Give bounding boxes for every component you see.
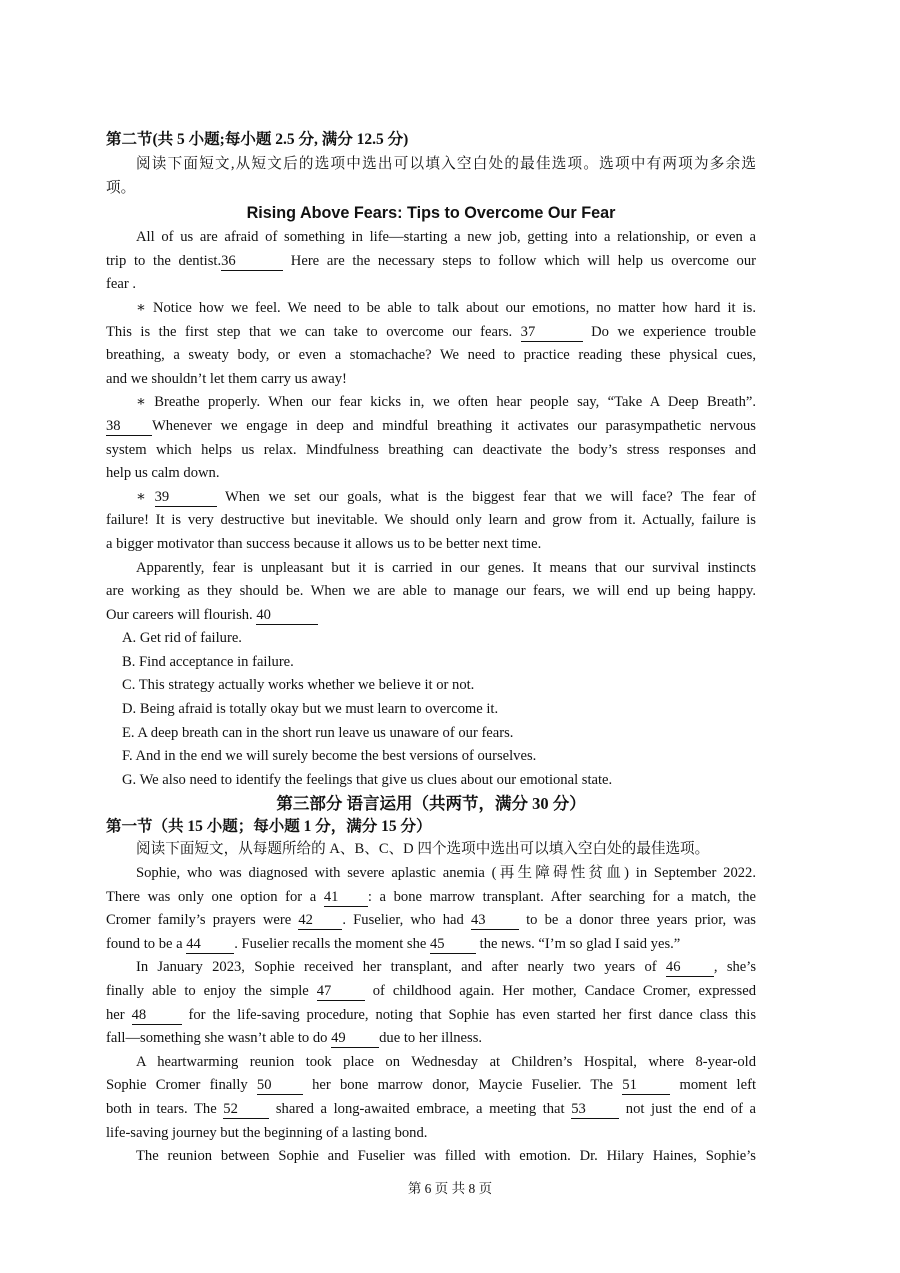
page-number: 第 6 页 共 8 页	[407, 1181, 493, 1196]
cloze-p1-line3: Cromer family’s prayers were 42 . Fuselier, who had 43 to be a donor three years prior, was	[106, 912, 756, 929]
blank-37: 37	[521, 324, 583, 342]
passage-p1-line3: fear .	[106, 276, 136, 293]
blank-41: 41	[324, 889, 368, 907]
cloze-p2-line2: finally able to enjoy the simple 47 of childhood again. Her mother, Candace Cromer, expressed	[106, 983, 756, 999]
option-a: A. Get rid of failure.	[122, 630, 242, 647]
cloze-p1-line4: found to be a 44 . Fuselier recalls the moment she 45 the news. “I’m so glad I said yes.”	[106, 935, 681, 952]
option-e: E. A deep breath can in the short run leave us unaware of our fears.	[122, 724, 514, 741]
blank-47: 47	[317, 983, 365, 1001]
option-g: G. We also need to identify the feelings that give us clues about our emotional state.	[122, 771, 613, 788]
passage-p2-line4: and we shouldn’t let them carry us away!	[106, 370, 347, 387]
passage-p2: ∗ Notice how we feel. We need to be able to talk about our emotions, no matter how hard it is.	[136, 299, 756, 316]
part3-instruction: 阅读下面短文，从每题所给的 A、B、C、D 四个选项中选出可以填入空白处的最佳选项。	[136, 841, 710, 858]
blank-42: 42	[298, 912, 342, 930]
blank-52: 52	[223, 1101, 269, 1119]
option-d: D. Being afraid is totally okay but we must learn to overcome it.	[122, 701, 499, 718]
passage-p5-line3: Our careers will flourish. 40	[106, 604, 756, 628]
passage-p5-line2: are working as they should be. When we are able to manage our fears, we will end up being happy.	[106, 583, 756, 600]
passage-p5: Apparently, fear is unpleasant but it is carried in our genes. It means that our survival instincts	[136, 559, 756, 576]
option-c: C. This strategy actually works whether we believe it or not.	[122, 677, 475, 694]
passage-p1: All of us are afraid of something in life—starting a new job, getting into a relationship, or even a	[136, 229, 756, 246]
blank-38: 38	[106, 418, 152, 436]
section2-heading: 第二节(共 5 小题;每小题 2.5 分, 满分 12.5 分)	[106, 131, 409, 148]
section2-instruction-cont: 项。	[106, 179, 136, 196]
cloze-p3-line4: life-saving journey but the beginning of a lasting bond.	[106, 1124, 428, 1141]
cloze-p1-line2: There was only one option for a 41 : a bone marrow transplant. After searching for a match, the	[106, 888, 757, 905]
passage-p3: ∗ Breathe properly. When our fear kicks in, we often hear people say, “Take A Deep Breath”.	[136, 394, 756, 411]
blank-49: 49	[331, 1030, 379, 1048]
blank-50: 50	[257, 1077, 303, 1095]
cloze-p3: A heartwarming reunion took place on Wednesday at Children’s Hospital, where 8-year-old	[136, 1053, 756, 1070]
option-f: F. And in the end we will surely become the best versions of ourselves.	[122, 748, 537, 765]
passage-p4-line2: failure! It is very destructive but inevitable. We should only learn and grow from it. Actually, failure is	[106, 512, 756, 529]
passage-p2-line3: breathing, a sweaty body, or even a stomachache? We need to practice reading these physical cues,	[106, 347, 756, 364]
blank-39: 39	[155, 489, 217, 507]
blank-48: 48	[132, 1007, 182, 1025]
cloze-p2-line3: her 48 for the life-saving procedure, noting that Sophie has even started her first dance class this	[106, 1006, 756, 1023]
blank-36: 36	[221, 253, 283, 271]
passage-p1-line2: trip to the dentist.36 Here are the necessary steps to follow which will help us overcome our	[106, 252, 756, 269]
cloze-p2: In January 2023, Sophie received her transplant, and after nearly two years of 46 , she’s	[136, 959, 757, 976]
passage-p2-line2: This is the first step that we can take to overcome our fears. 37 Do we experience trouble	[106, 323, 756, 340]
section2-instruction: 阅读下面短文,从短文后的选项中选出可以填入空白处的最佳选项。选项中有两项为多余选	[136, 156, 756, 172]
cloze-p1: Sophie, who was diagnosed with severe aplastic anemia (再生障碍性贫血) in September 2022.	[136, 865, 756, 882]
exam-page	[106, 118, 756, 1169]
blank-45: 45	[430, 936, 476, 954]
passage-p4: ∗ 39 When we set our goals, what is the biggest fear that we will face? The fear of	[136, 488, 756, 505]
passage-p3-line3: system which helps us relax. Mindfulness breathing can deactivate the body’s stress responses and	[106, 441, 756, 458]
option-b: B. Find acceptance in failure.	[122, 653, 294, 670]
blank-46: 46	[666, 959, 714, 977]
blank-51: 51	[622, 1077, 670, 1095]
passage-p3-line4: help us calm down.	[106, 465, 220, 482]
passage-title: Rising Above Fears: Tips to Overcome Our Fear	[246, 204, 616, 223]
passage-p3-line2: 38 Whenever we engage in deep and mindful breathing it activates our parasympathetic nervous	[106, 417, 756, 434]
cloze-p2-line4: fall—something she wasn’t able to do 49 due to her illness.	[106, 1030, 483, 1047]
blank-43: 43	[471, 912, 519, 930]
cloze-p4: The reunion between Sophie and Fuselier was filled with emotion. Dr. Hilary Haines, Sophie’s	[136, 1148, 756, 1165]
cloze-p3-line2: Sophie Cromer finally 50 her bone marrow donor, Maycie Fuselier. The 51 moment left	[106, 1077, 756, 1094]
passage-p4-line3: a bigger motivator than success because it allows us to be better next time.	[106, 535, 542, 552]
part3-heading: 第三部分 语言运用（共两节，满分 30 分）	[276, 794, 586, 814]
blank-53: 53	[571, 1101, 619, 1119]
part3-section1-heading: 第一节（共 15 小题；每小题 1 分，满分 15 分）	[106, 818, 432, 836]
blank-40: 40	[256, 607, 318, 625]
blank-44: 44	[186, 936, 234, 954]
cloze-p3-line3: both in tears. The 52 shared a long-awaited embrace, a meeting that 53 not just the end of a	[106, 1100, 756, 1117]
